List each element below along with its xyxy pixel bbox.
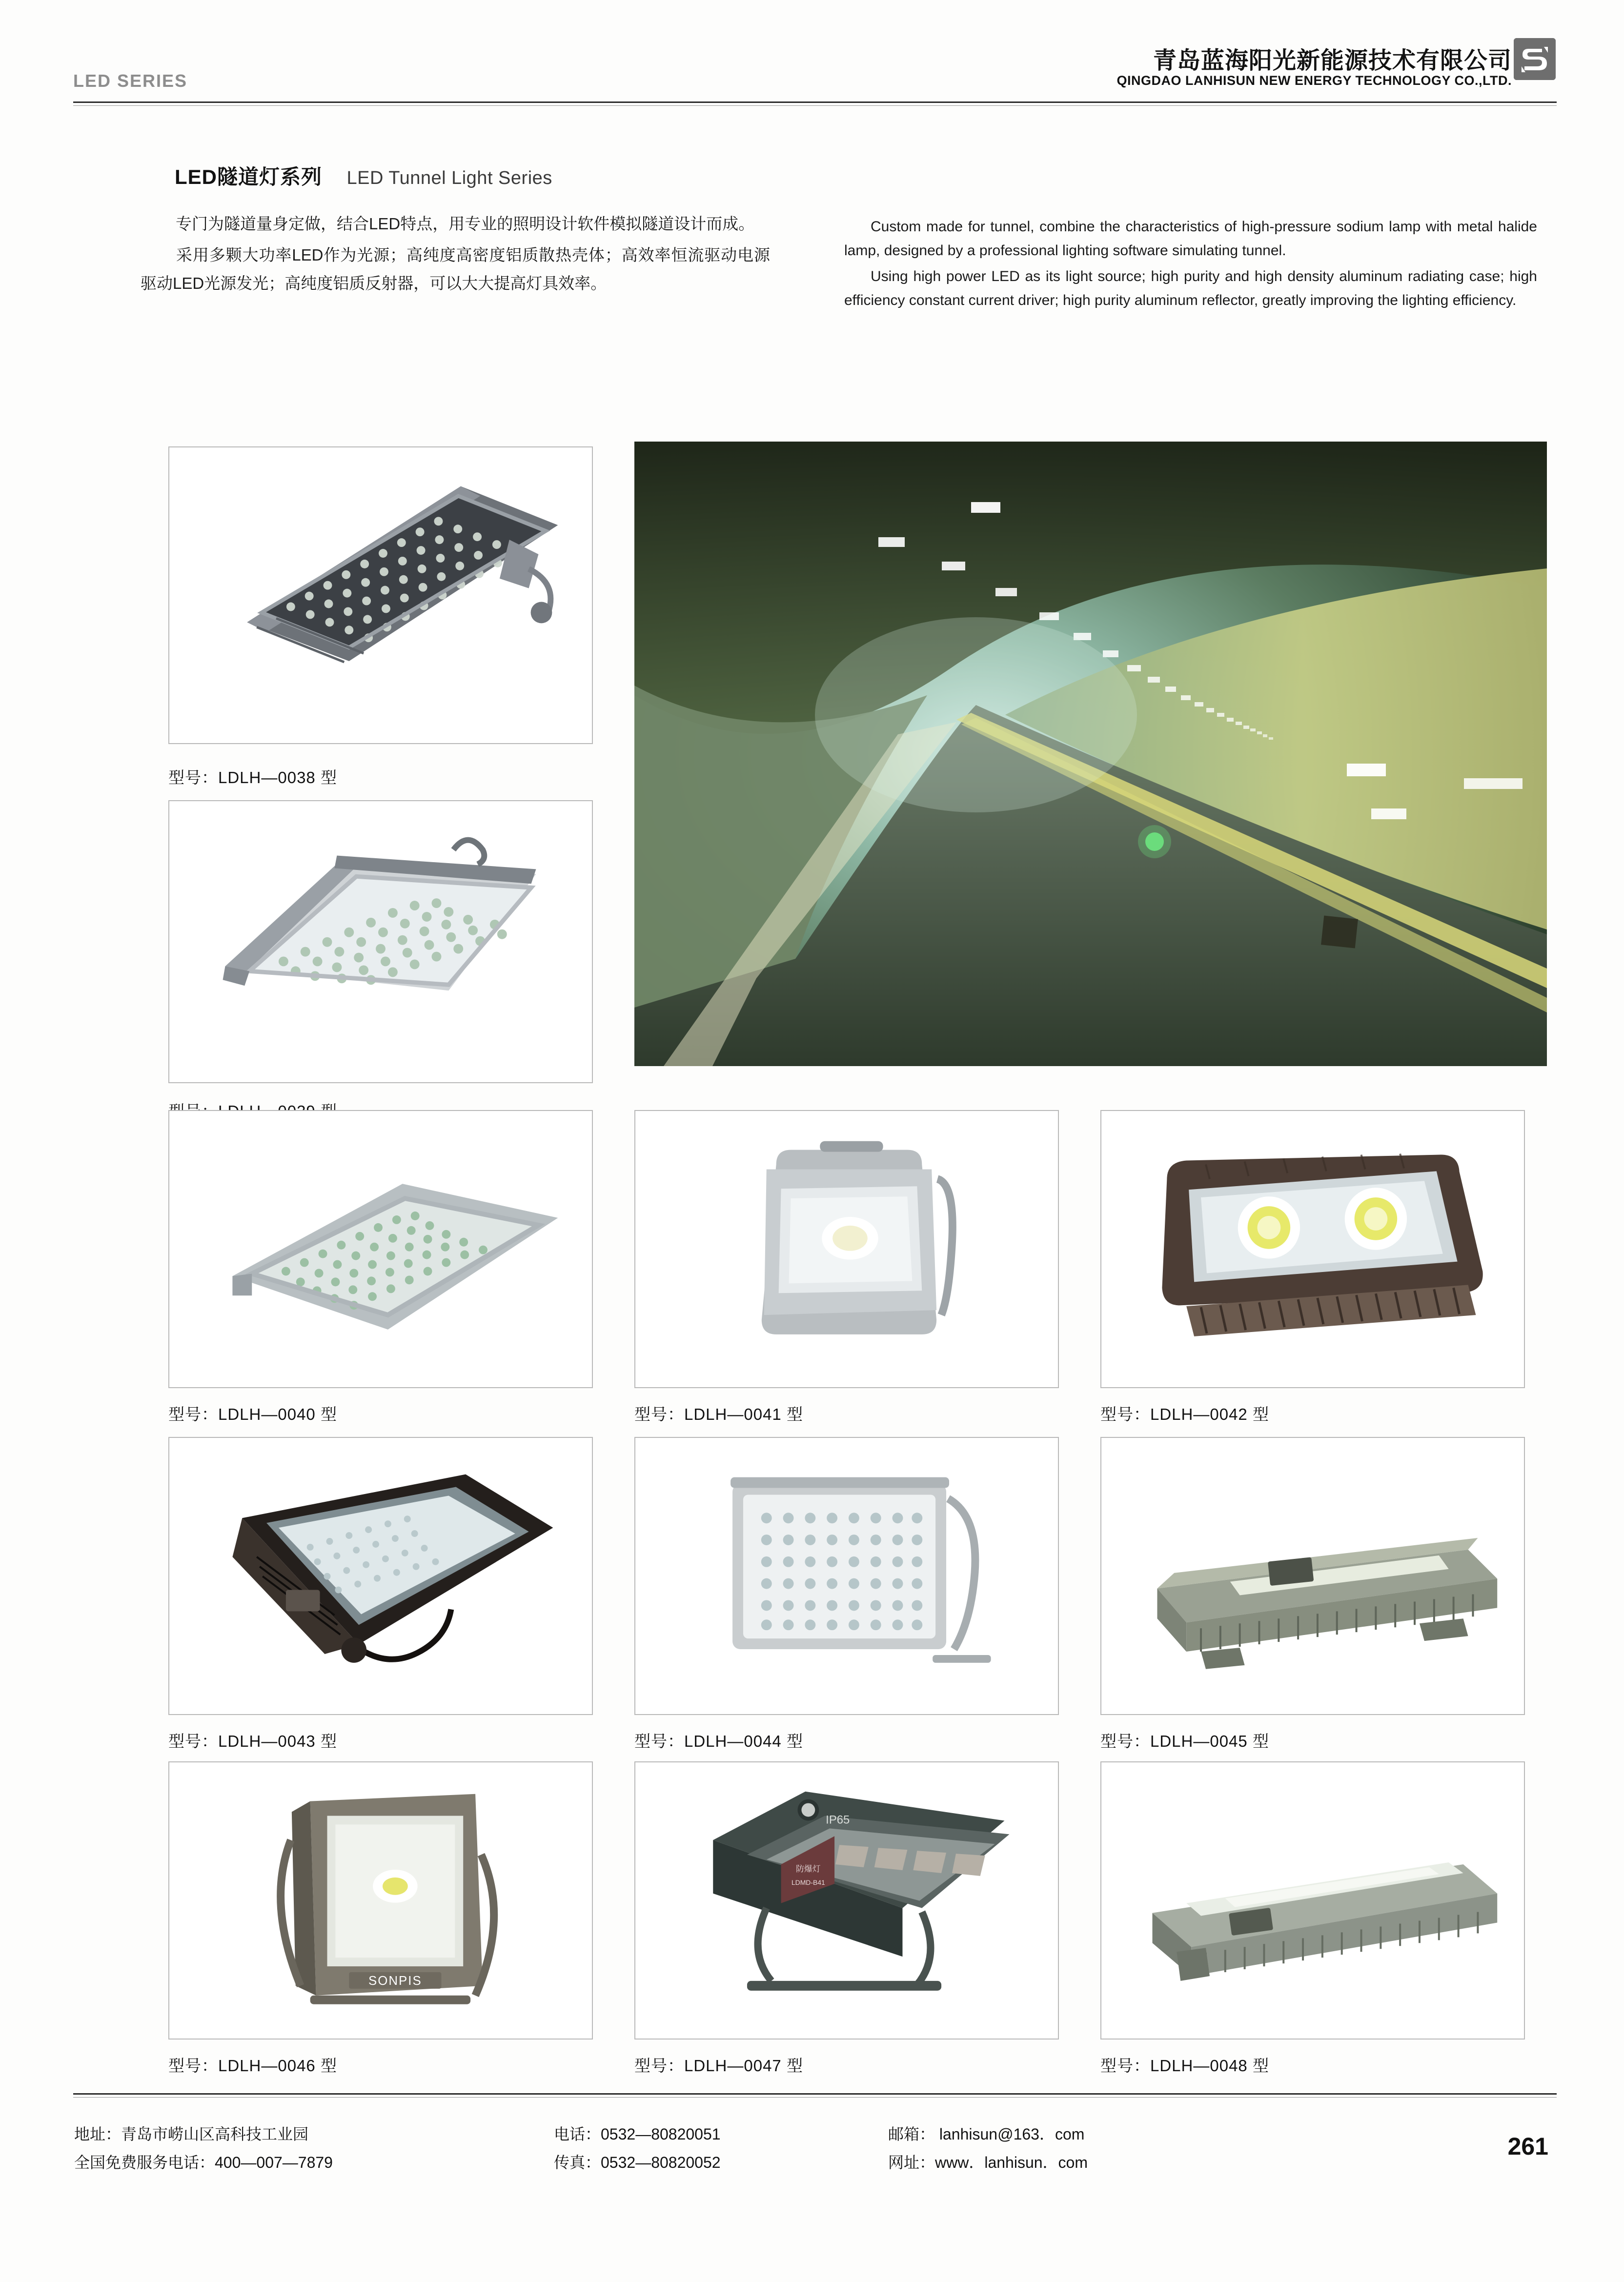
series-label: LED SERIES (73, 71, 188, 91)
product-image-ldlh-0042 (1100, 1110, 1525, 1388)
footer-email[interactable]: 邮箱： lanhisun@163．com (888, 2125, 1085, 2143)
footer-hotline: 全国免费服务电话：400—007—7879 (74, 2154, 333, 2171)
footer-address-block (74, 2120, 333, 2177)
product-image-ldlh-0046 (168, 1761, 593, 2040)
footer-divider-thin (73, 2097, 1557, 2098)
intro-cn-p1: 专门为隧道量身定做，结合LED特点，用专业的照明设计软件模拟隧道设计而成。 (176, 215, 755, 233)
footer-fax: 传真：0532—80820052 (554, 2154, 721, 2171)
footer-address: 地址：青岛市崂山区高科技工业园 (74, 2125, 309, 2143)
lanhisun-logo-icon (1514, 38, 1556, 80)
page-title-cn: LED隧道灯系列 (175, 165, 323, 188)
header-divider (73, 101, 1557, 103)
caption-ldlh-0048: 型号：LDLH—0048 型 (1100, 2057, 1269, 2075)
caption-ldlh-0041: 型号：LDLH—0041 型 (634, 1405, 803, 1423)
footer-website[interactable]: 网址：www．lanhisun．com (888, 2154, 1088, 2171)
caption-ldlh-0040: 型号：LDLH—0040 型 (168, 1405, 337, 1423)
product-image-ldlh-0048 (1100, 1761, 1525, 2040)
intro-en-p1: Custom made for tunnel, combine the characteristics of high-pressure sodium lamp with metal halide lamp, designed by a professional lighting software simulating tunnel. (844, 219, 1537, 259)
intro-en-p2: Using high power LED as its light source; high purity and high density aluminum radiating case; high efficiency constant current driver; high purity aluminum reflector, greatly improving the lighting efficiency. (844, 268, 1537, 308)
caption-ldlh-0045: 型号：LDLH—0045 型 (1100, 1732, 1269, 1750)
tunnel-installation-photo (634, 442, 1547, 1066)
svg-text:SONPIS: SONPIS (368, 1974, 422, 1988)
header-divider-thin (73, 105, 1557, 106)
page-number: 261 (1507, 2133, 1548, 2160)
footer-telephone: 电话：0532—80820051 (554, 2125, 721, 2143)
footer-divider (73, 2093, 1557, 2095)
svg-text:防爆灯: 防爆灯 (795, 1864, 821, 1874)
caption-ldlh-0047: 型号：LDLH—0047 型 (634, 2057, 803, 2075)
intro-english (844, 215, 1537, 312)
product-image-ldlh-0044 (634, 1437, 1059, 1715)
product-image-ldlh-0045 (1100, 1437, 1525, 1715)
product-image-ldlh-0039 (168, 800, 593, 1083)
caption-ldlh-0044: 型号：LDLH—0044 型 (634, 1732, 803, 1750)
intro-cn-p2: 采用多颗大功率LED作为光源；高纯度高密度铝质散热壳体；高效率恒流驱动电源驱动LED光源发光；高纯度铝质反射器，可以大大提高灯具效率。 (141, 246, 770, 292)
caption-ldlh-0042: 型号：LDLH—0042 型 (1100, 1405, 1269, 1423)
caption-ldlh-0038: 型号：LDLH—0038 型 (168, 768, 337, 787)
intro-chinese (141, 210, 770, 298)
product-image-ldlh-0038 (168, 446, 593, 744)
footer-phone-block (554, 2120, 721, 2177)
product-image-ldlh-0041 (634, 1110, 1059, 1388)
svg-text:LDMD-B41: LDMD-B41 (791, 1878, 825, 1886)
page-title (175, 161, 552, 190)
product-image-ldlh-0047 (634, 1761, 1059, 2040)
caption-ldlh-0046: 型号：LDLH—0046 型 (168, 2057, 337, 2075)
company-name-en: QINGDAO LANHISUN NEW ENERGY TECHNOLOGY CO.,LTD. (1116, 73, 1512, 88)
company-name-cn: 青岛蓝海阳光新能源技术有限公司 (1153, 48, 1512, 74)
svg-text:IP65: IP65 (826, 1813, 850, 1827)
caption-ldlh-0043: 型号：LDLH—0043 型 (168, 1732, 337, 1750)
product-image-ldlh-0043 (168, 1437, 593, 1715)
product-image-ldlh-0040 (168, 1110, 593, 1388)
page-header (0, 0, 1624, 112)
page-title-en: LED Tunnel Light Series (346, 168, 552, 188)
footer-web-block (888, 2120, 1088, 2177)
